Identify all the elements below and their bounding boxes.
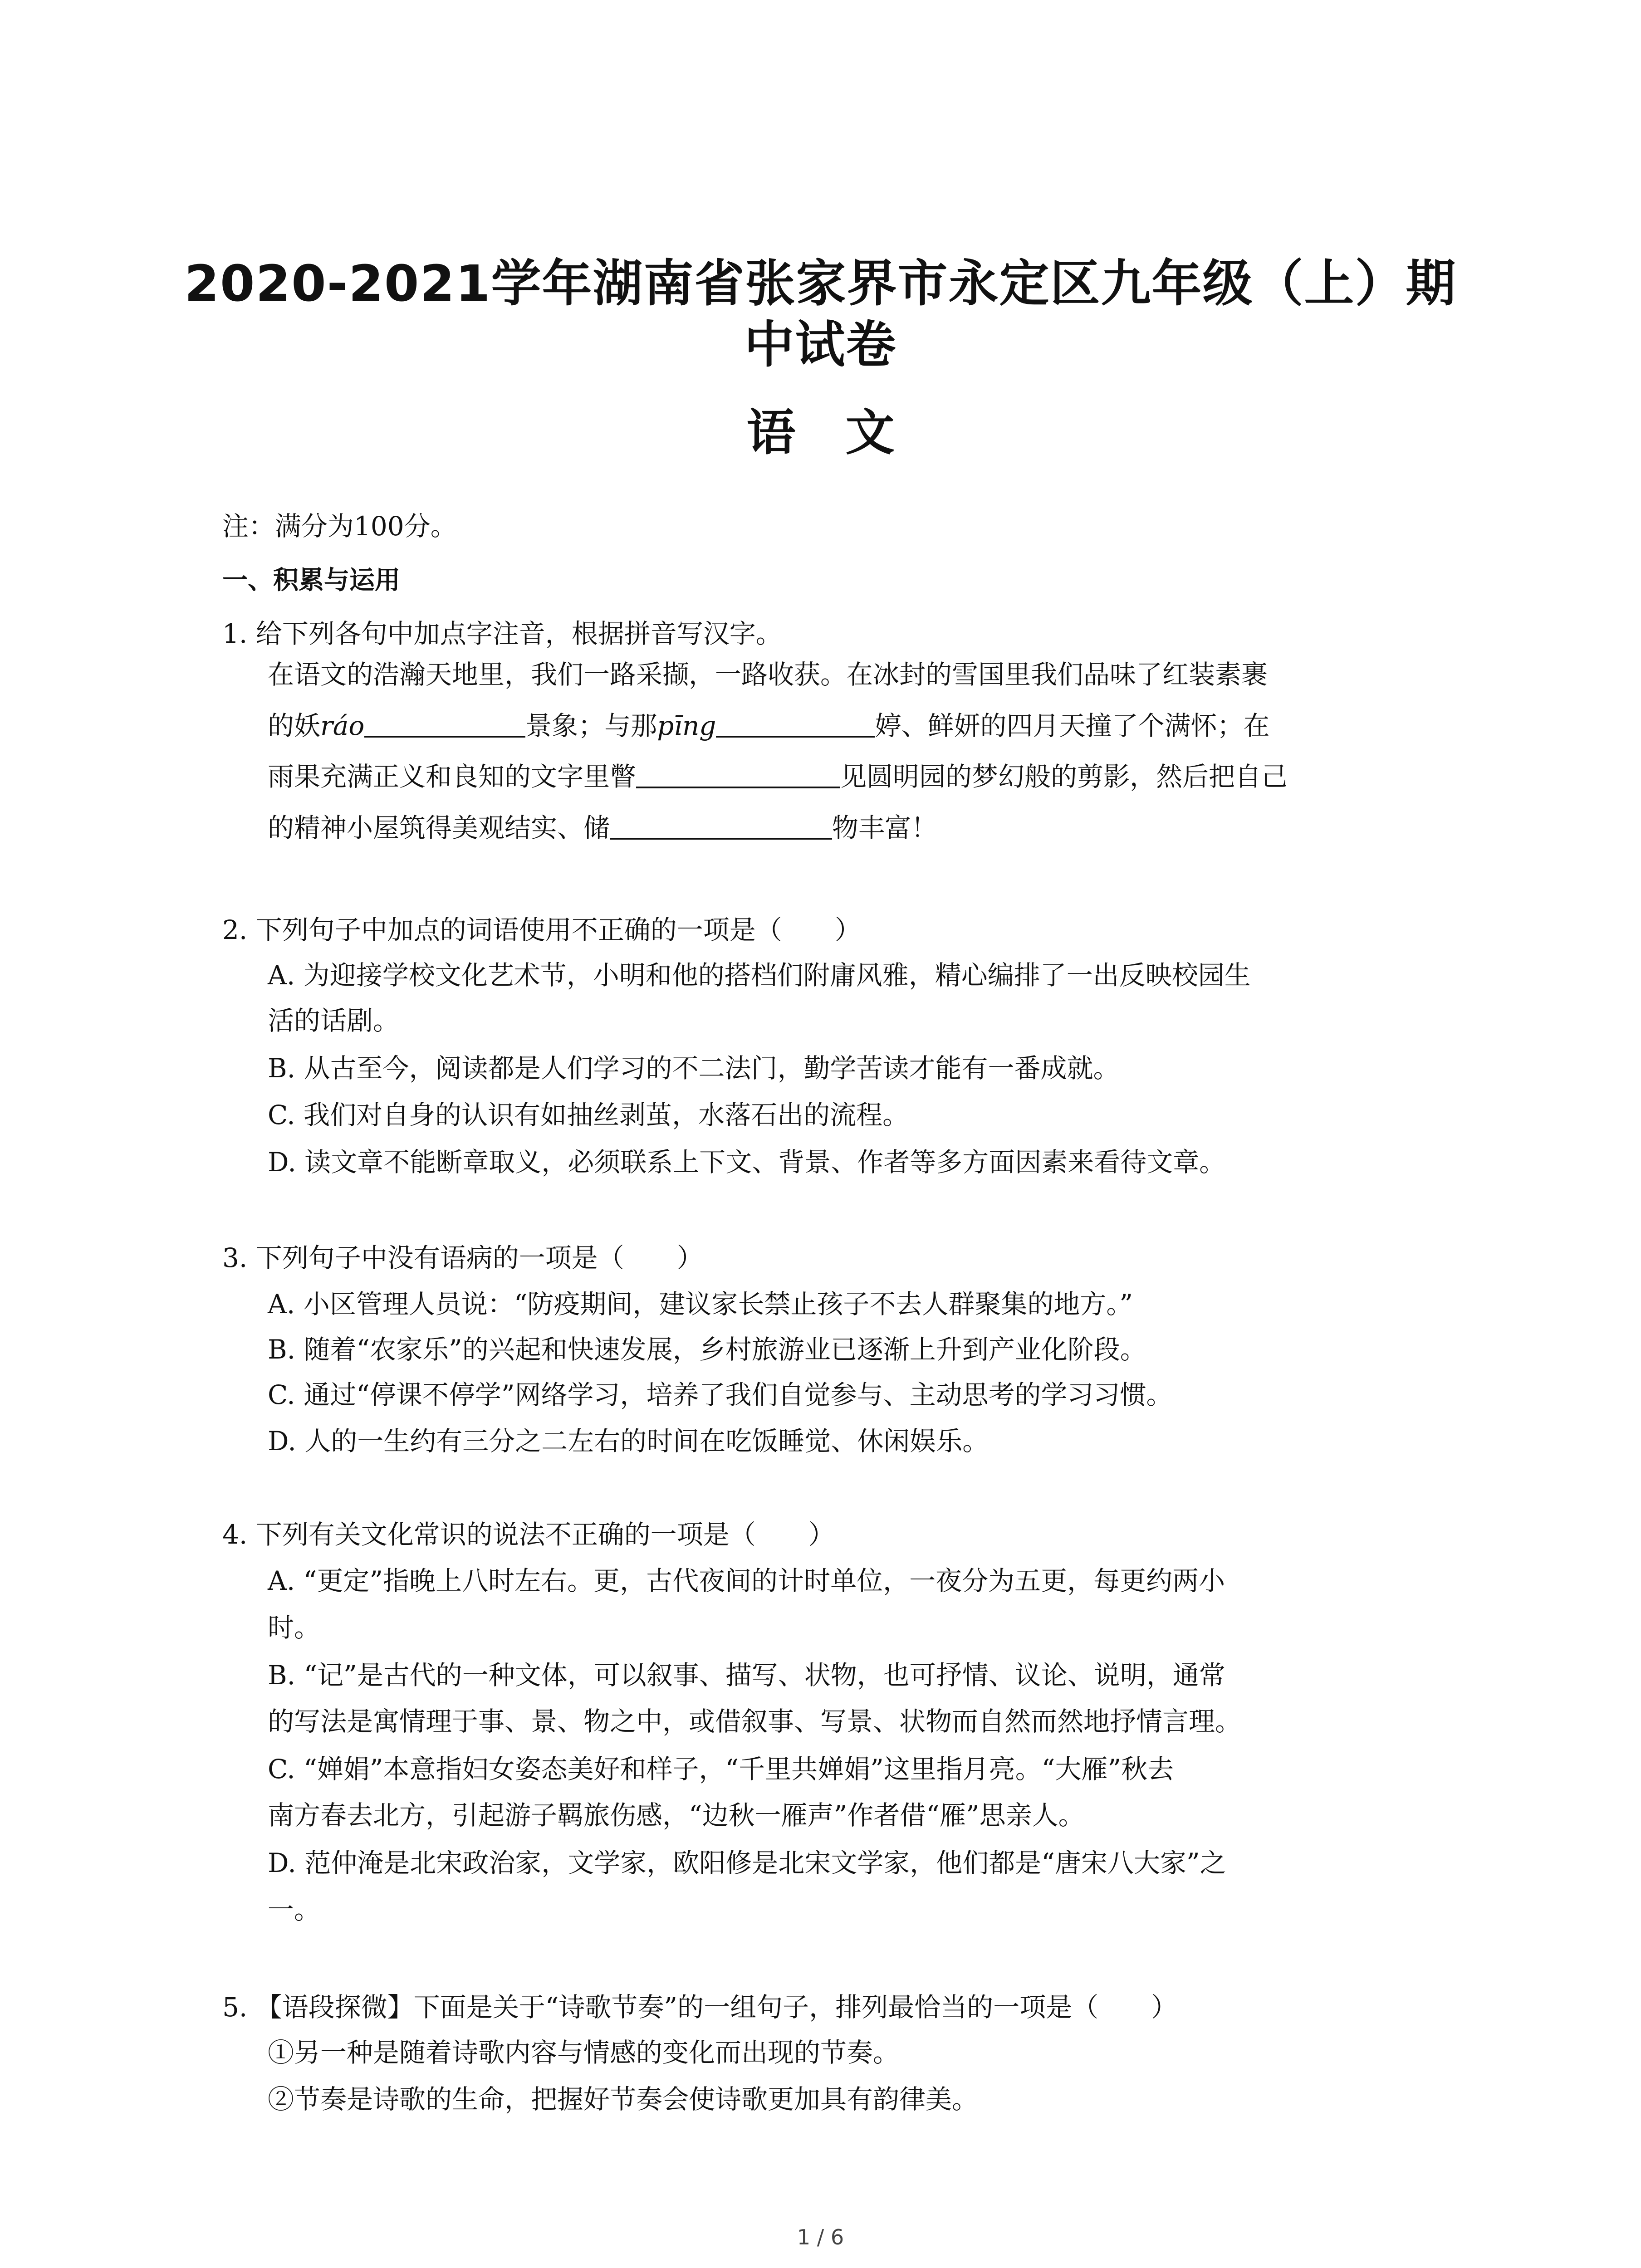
question-4-option-a: A. “更定”指晚上八时左右。更，古代夜间的计时单位，一夜分为五更，每更约两小 (268, 1565, 1225, 1596)
question-4-option-c: C. “婵娟”本意指妇女姿态美好和样子，“千里共婵娟”这里指月亮。“大雁”秋去 (268, 1754, 1174, 1784)
question-4-option-d-cont: 一。 (268, 1894, 321, 1925)
question-5-sentence-1: ①另一种是随着诗歌内容与情感的变化而出现的节奏。 (268, 2037, 900, 2068)
answer-blank-3[interactable] (636, 758, 840, 788)
text-segment: 的妖 (268, 710, 321, 741)
question-3-option-d: D. 人的一生约有三分之二左右的时间在吃饭睡觉、休闲娱乐。 (268, 1426, 989, 1457)
answer-blank-4[interactable] (610, 810, 832, 840)
question-4-option-b-cont: 的写法是寓情理于事、景、物之中，或借叙事、写景、状物而自然而然地抒情言理。 (268, 1706, 1242, 1737)
text-segment: 景象；与那 (525, 710, 657, 741)
question-3-option-c: C. 通过“停课不停学”网络学习，培养了我们自觉参与、主动思考的学习习惯。 (268, 1379, 1173, 1410)
question-1-line-3 (268, 758, 1288, 795)
exam-title-line-1: 2020-2021学年湖南省张家界市永定区九年级（上）期 (184, 254, 1457, 313)
question-1-line-1: 在语文的浩瀚天地里，我们一路采撷，一路收获。在冰封的雪国里我们品味了红装素裹 (268, 659, 1268, 690)
question-2-option-d: D. 读文章不能断章取义，必须联系上下文、背景、作者等多方面因素来看待文章。 (268, 1147, 1226, 1178)
text-segment: 雨果充满正义和良知的文字里瞥 (268, 761, 637, 792)
question-3-option-a: A. 小区管理人员说：“防疫期间，建议家长禁止孩子不去人群聚集的地方。” (268, 1289, 1133, 1320)
question-2-stem: 2. 下列句子中加点的词语使用不正确的一项是（ ） (222, 914, 861, 945)
text-segment: 婷、鲜妍的四月天撞了个满怀；在 (875, 710, 1270, 741)
exam-title-line-2: 中试卷 (744, 316, 897, 374)
page-number: 1 / 6 (797, 2225, 844, 2249)
question-1-line-4 (268, 810, 937, 846)
question-3-stem: 3. 下列句子中没有语病的一项是（ ） (222, 1242, 703, 1273)
question-2-option-a: A. 为迎接学校文化艺术节，小明和他的搭档们附庸风雅，精心编排了一出反映校园生 (268, 960, 1251, 991)
question-4-option-c-cont: 南方春去北方，引起游子羁旅伤感，“边秋一雁声”作者借“雁”思亲人。 (268, 1800, 1085, 1831)
question-4-option-b: B. “记”是古代的一种文体，可以叙事、描写、状物，也可抒情、议论、说明，通常 (268, 1660, 1225, 1691)
text-segment: 物丰富！ (832, 812, 938, 843)
pinyin-ping: pīng (657, 710, 716, 741)
question-2-option-b: B. 从古至今，阅读都是人们学习的不二法门，勤学苦读才能有一番成就。 (268, 1053, 1120, 1084)
question-1-line-2 (268, 708, 1269, 744)
question-5-sentence-2: ②节奏是诗歌的生命，把握好节奏会使诗歌更加具有韵律美。 (268, 2084, 979, 2115)
text-segment: 的精神小屋筑得美观结实、储 (268, 812, 610, 843)
answer-blank-2[interactable] (716, 708, 875, 738)
question-2-option-c: C. 我们对自身的认识有如抽丝剥茧，水落石出的流程。 (268, 1100, 909, 1130)
score-note: 注：满分为100分。 (222, 511, 457, 542)
section-heading: 一、积累与运用 (222, 566, 400, 595)
question-2-option-a-cont: 活的话剧。 (268, 1005, 400, 1036)
question-1-stem: 1. 给下列各句中加点字注音，根据拼音写汉字。 (222, 618, 782, 649)
question-4-option-a-cont: 时。 (268, 1612, 321, 1643)
question-4-stem: 4. 下列有关文化常识的说法不正确的一项是（ ） (222, 1519, 835, 1550)
question-5-stem: 5. 【语段探微】下面是关于“诗歌节奏”的一组句子，排列最恰当的一项是（ ） (222, 1992, 1178, 2023)
answer-blank-1[interactable] (364, 708, 525, 738)
text-segment: 见圆明园的梦幻般的剪影，然后把自己 (840, 761, 1288, 792)
pinyin-rao: ráo (320, 710, 365, 741)
question-4-option-d: D. 范仲淹是北宋政治家，文学家，欧阳修是北宋文学家，他们都是“唐宋八大家”之 (268, 1848, 1226, 1878)
subject-heading: 语文 (746, 405, 945, 461)
question-3-option-b: B. 随着“农家乐”的兴起和快速发展，乡村旅游业已逐渐上升到产业化阶段。 (268, 1334, 1146, 1365)
